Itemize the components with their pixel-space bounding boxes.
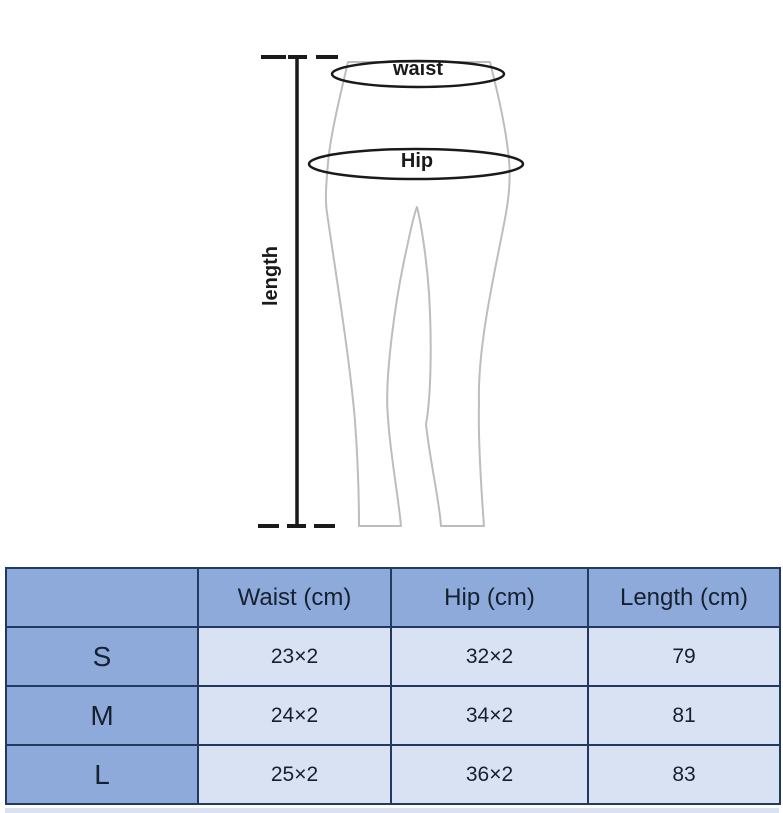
- waist-value-l: 25×2: [198, 745, 391, 804]
- size-label-s: S: [6, 627, 198, 686]
- length-value-m: 81: [588, 686, 780, 745]
- length-label: length: [260, 246, 282, 306]
- size-table: [5, 567, 781, 805]
- length-value-s: 79: [588, 627, 780, 686]
- table-row-s: [6, 627, 780, 686]
- size-label-l: L: [6, 745, 198, 804]
- corner-cell: [6, 568, 198, 627]
- hip-value-m: 34×2: [391, 686, 588, 745]
- waist-value-m: 24×2: [198, 686, 391, 745]
- hip-column-header: Hip (cm): [391, 568, 588, 627]
- size-label-m: M: [6, 686, 198, 745]
- length-column-header: Length (cm): [588, 568, 780, 627]
- header-row: [6, 568, 780, 627]
- hip-value-s: 32×2: [391, 627, 588, 686]
- waist-value-s: 23×2: [198, 627, 391, 686]
- leggings-outline: [326, 62, 510, 526]
- waist-column-header: Waist (cm): [198, 568, 391, 627]
- hip-label: Hip: [400, 150, 434, 172]
- length-value-l: 83: [588, 745, 780, 804]
- waist-label: waist: [392, 58, 444, 80]
- table-row-m: [6, 686, 780, 745]
- size-table-container: [5, 567, 779, 805]
- hip-value-l: 36×2: [391, 745, 588, 804]
- cropped-row-strip: [5, 808, 779, 813]
- table-row-l: [6, 745, 780, 804]
